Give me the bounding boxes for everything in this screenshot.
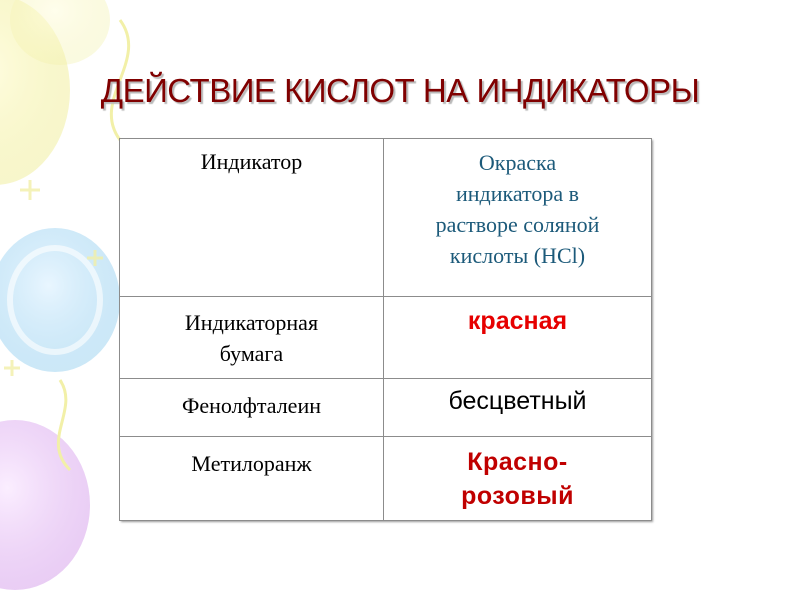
indicator-table	[119, 138, 651, 520]
slide-title: ДЕЙСТВИЕ КИСЛОТ НА ИНДИКАТОРЫ	[100, 72, 700, 109]
indicator-cell	[120, 437, 384, 521]
color-cell	[384, 379, 652, 437]
indicator-name-line: Фенолфталеин	[182, 393, 321, 418]
indicator-cell	[120, 379, 384, 437]
table-row	[120, 379, 652, 437]
color-value	[384, 437, 651, 513]
header-color-line: кислоты (HCl)	[449, 243, 586, 268]
header-indicator-cell	[120, 139, 384, 297]
balloon-purple	[0, 420, 90, 590]
header-color-line: индикатора в	[455, 181, 580, 206]
color-value: красная	[467, 307, 568, 335]
table-row	[120, 437, 652, 521]
indicator-name-line: Индикаторная	[184, 310, 319, 335]
header-color-cell	[384, 139, 652, 297]
table-row	[120, 297, 652, 379]
indicator-name-line: бумага	[219, 341, 284, 366]
header-color-line: Окраска	[478, 150, 557, 175]
header-color	[384, 139, 651, 271]
indicator-name-line: Метилоранж	[191, 451, 312, 476]
indicator-cell	[120, 297, 384, 379]
table-header-row	[120, 139, 652, 297]
header-color-line: растворе соляной	[435, 212, 600, 237]
color-value: бесцветный	[448, 387, 587, 415]
color-cell	[384, 297, 652, 379]
color-value-line: Красно-	[467, 448, 568, 476]
header-indicator: Индикатор	[200, 149, 303, 174]
color-value-line: розовый	[461, 482, 574, 510]
color-cell	[384, 437, 652, 521]
